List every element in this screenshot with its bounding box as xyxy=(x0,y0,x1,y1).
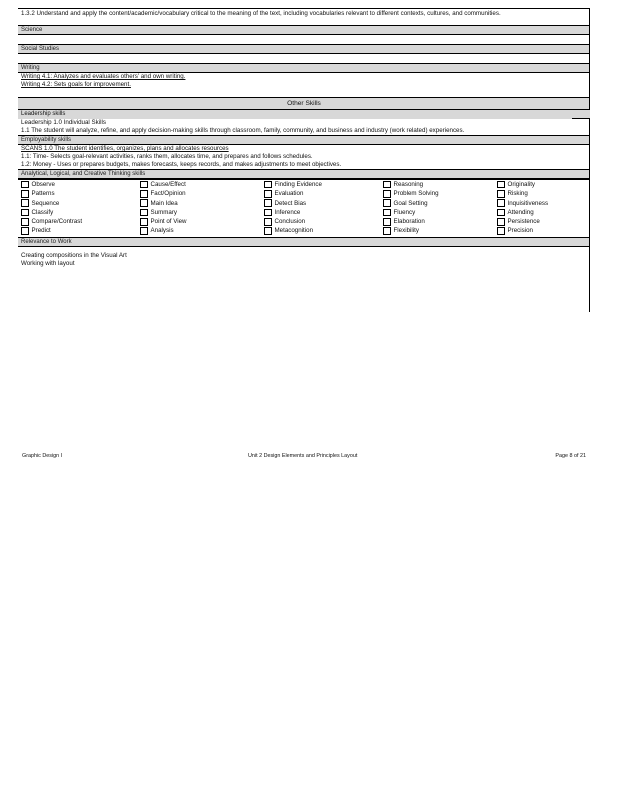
checkbox-icon[interactable] xyxy=(264,190,272,198)
skill-label: Metacognition xyxy=(274,227,314,235)
checkbox-icon[interactable] xyxy=(140,181,148,189)
thinking-skills-header: Analytical, Logical, and Creative Thinking skills xyxy=(18,169,590,179)
skill-option[interactable] xyxy=(21,217,140,226)
checkbox-icon[interactable] xyxy=(497,199,505,207)
skill-option[interactable] xyxy=(264,208,383,217)
employability-header: Employability skills xyxy=(18,135,590,145)
skill-label: Conclusion xyxy=(274,218,306,226)
skill-option[interactable] xyxy=(264,226,383,235)
skill-option[interactable] xyxy=(383,199,497,208)
checkbox-icon[interactable] xyxy=(383,199,391,207)
checkbox-icon[interactable] xyxy=(140,227,148,235)
skill-label: Point of View xyxy=(150,218,187,226)
checkbox-icon[interactable] xyxy=(264,199,272,207)
checkbox-icon[interactable] xyxy=(497,227,505,235)
skill-option[interactable] xyxy=(264,199,383,208)
document-page xyxy=(18,8,590,268)
skill-label: Compare/Contrast xyxy=(31,218,83,226)
skill-label: Classify xyxy=(31,208,54,216)
footer-course: Graphic Design I xyxy=(22,453,63,459)
skill-label: Problem Solving xyxy=(393,190,439,198)
skill-option[interactable] xyxy=(497,199,593,208)
skill-option[interactable] xyxy=(140,189,264,198)
skill-option[interactable] xyxy=(383,226,497,235)
skill-label: Patterns xyxy=(31,190,55,198)
leadership-item: 1.1 The student will analyze, refine, and apply decision-making skills through classroom, family, community, and business and industry (work related) experiences. xyxy=(21,127,465,134)
skill-label: Cause/Effect xyxy=(150,181,186,188)
checkbox-icon[interactable] xyxy=(21,190,29,198)
leadership-header-label: Leadership skills xyxy=(21,111,66,117)
footer-page-number: Page 8 of 21 xyxy=(555,453,586,459)
checkbox-icon[interactable] xyxy=(497,209,505,217)
checkbox-icon[interactable] xyxy=(497,181,505,189)
skill-label: Evaluation xyxy=(274,190,304,198)
skill-option[interactable] xyxy=(264,217,383,226)
skill-option[interactable] xyxy=(497,226,593,235)
skill-option[interactable] xyxy=(383,208,497,217)
skill-label: Attending xyxy=(507,208,534,216)
leadership-subheader: Leadership 1.0 Individual Skills xyxy=(21,119,106,126)
skill-label: Main Idea xyxy=(150,199,178,207)
relevance-list xyxy=(18,247,590,268)
skill-option[interactable] xyxy=(21,226,140,235)
employability-item: 1.2: Money - Uses or prepares budgets, makes forecasts, keeps records, and makes adjustments to meet objectives. xyxy=(21,161,342,168)
skill-option[interactable] xyxy=(264,189,383,198)
skill-label: Persistence xyxy=(507,218,540,226)
skill-label: Finding Evidence xyxy=(274,181,322,188)
skill-option[interactable] xyxy=(497,217,593,226)
skill-label: Precision xyxy=(507,227,533,235)
writing-header: Writing xyxy=(18,63,590,73)
social-studies-header: Social Studies xyxy=(18,44,590,54)
skill-option[interactable] xyxy=(140,208,264,217)
skill-label: Originality xyxy=(507,181,536,188)
skill-option[interactable] xyxy=(264,180,383,189)
right-border xyxy=(589,8,590,312)
skill-label: Inquisitiveness xyxy=(507,199,549,207)
checkbox-icon[interactable] xyxy=(383,209,391,217)
skill-label: Flexibility xyxy=(393,227,419,235)
skill-option[interactable] xyxy=(140,180,264,189)
writing-item: Writing 4.2: Sets goals for improvement. xyxy=(21,81,131,88)
relevance-item: Creating compositions in the Visual Art xyxy=(21,251,127,259)
thinking-column xyxy=(497,180,593,236)
thinking-column xyxy=(21,180,140,236)
skill-option[interactable] xyxy=(383,217,497,226)
skill-option[interactable] xyxy=(21,189,140,198)
skill-option[interactable] xyxy=(21,199,140,208)
thinking-column xyxy=(264,180,383,236)
skill-option[interactable] xyxy=(140,199,264,208)
checkbox-icon[interactable] xyxy=(383,218,391,226)
skill-option[interactable] xyxy=(497,180,593,189)
skill-label: Elaboration xyxy=(393,218,425,226)
checkbox-icon[interactable] xyxy=(264,181,272,189)
thinking-column xyxy=(383,180,497,236)
checkbox-icon[interactable] xyxy=(383,227,391,235)
checkbox-icon[interactable] xyxy=(140,190,148,198)
skill-option[interactable] xyxy=(383,189,497,198)
checkbox-icon[interactable] xyxy=(21,199,29,207)
checkbox-icon[interactable] xyxy=(21,218,29,226)
skill-option[interactable] xyxy=(497,208,593,217)
skill-label: Sequence xyxy=(31,199,60,207)
standard-line: 1.3.2 Understand and apply the content/academic/vocabulary critical to the meaning of the text, including vocabularies relevant to different contexts, cultures, and communities. xyxy=(21,10,501,17)
checkbox-icon[interactable] xyxy=(140,218,148,226)
skill-label: Observe xyxy=(31,181,55,188)
checkbox-icon[interactable] xyxy=(497,218,505,226)
skill-label: Summary xyxy=(150,208,177,216)
checkbox-icon[interactable] xyxy=(264,218,272,226)
checkbox-icon[interactable] xyxy=(497,190,505,198)
skill-label: Predict xyxy=(31,227,51,235)
thinking-column xyxy=(140,180,264,236)
skill-label: Risking xyxy=(507,190,528,198)
science-header: Science xyxy=(18,25,590,35)
employability-subheader: SCANS 1.0 The student identifies, organizes, plans and allocates resources xyxy=(21,145,229,152)
employability-item: 1.1: Time- Selects goal-relevant activities, ranks them, allocates time, and prepares and follows schedules. xyxy=(21,153,313,160)
skill-label: Detect Bias xyxy=(274,199,307,207)
footer-unit: Unit 2 Design Elements and Principles Layout xyxy=(248,453,358,459)
skill-option[interactable] xyxy=(21,208,140,217)
checkbox-icon[interactable] xyxy=(383,190,391,198)
skill-option[interactable] xyxy=(383,180,497,189)
skill-label: Goal Setting xyxy=(393,199,428,207)
checkbox-icon[interactable] xyxy=(264,227,272,235)
checkbox-icon[interactable] xyxy=(21,227,29,235)
checkbox-icon[interactable] xyxy=(383,181,391,189)
relevance-item: Working with layout xyxy=(21,259,75,267)
checkbox-icon[interactable] xyxy=(264,209,272,217)
thinking-skills-grid xyxy=(18,179,590,236)
skill-option[interactable] xyxy=(497,189,593,198)
other-skills-title: Other Skills xyxy=(18,97,590,110)
writing-item: Writing 4.1: Analyzes and evaluates others' and own writing. xyxy=(21,73,186,80)
checkbox-icon[interactable] xyxy=(140,209,148,217)
skill-label: Fact/Opinion xyxy=(150,190,186,198)
skill-label: Inference xyxy=(274,208,301,216)
checkbox-icon[interactable] xyxy=(21,209,29,217)
skill-label: Fluency xyxy=(393,208,416,216)
relevance-header: Relevance to Work xyxy=(18,237,590,247)
skill-option[interactable] xyxy=(140,217,264,226)
skill-label: Reasoning xyxy=(393,181,424,188)
skill-label: Analysis xyxy=(150,227,174,235)
skill-option[interactable] xyxy=(21,180,140,189)
leadership-header xyxy=(18,110,590,119)
skill-option[interactable] xyxy=(140,226,264,235)
checkbox-icon[interactable] xyxy=(140,199,148,207)
checkbox-icon[interactable] xyxy=(21,181,29,189)
